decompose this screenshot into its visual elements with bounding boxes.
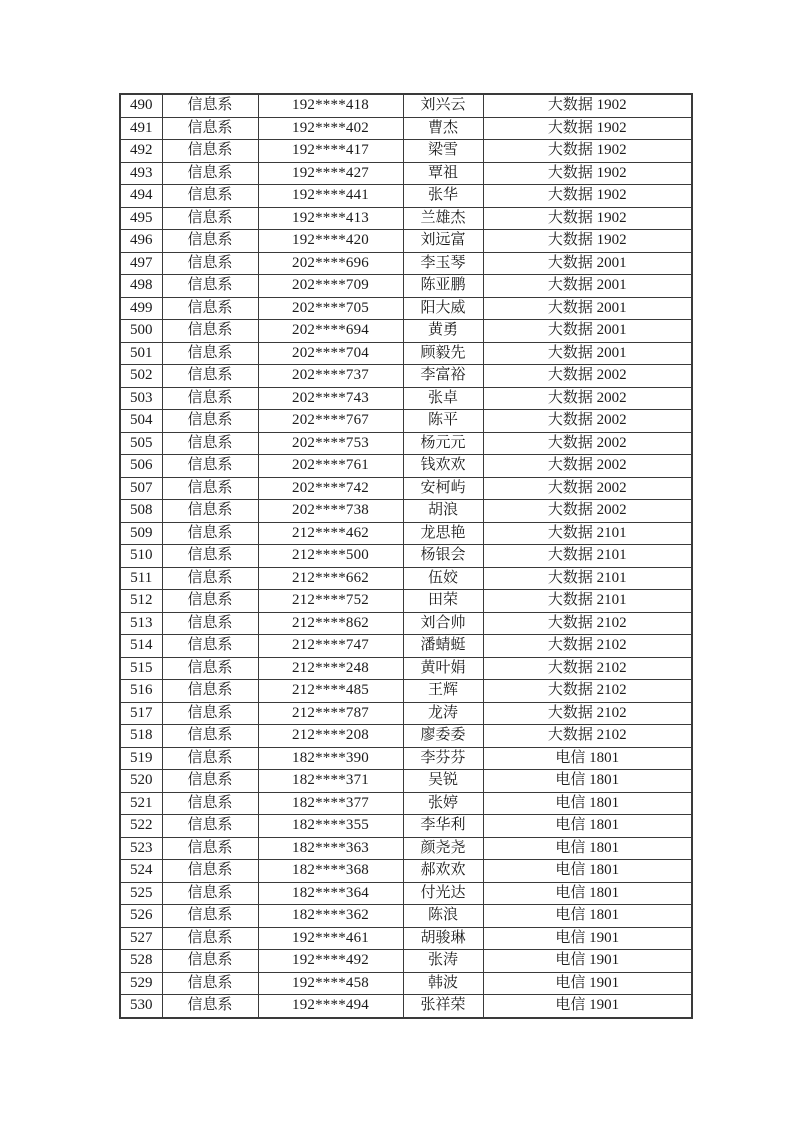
cell-department: 信息系 (162, 320, 258, 343)
cell-class-name: 电信 1801 (483, 747, 692, 770)
cell-department: 信息系 (162, 815, 258, 838)
table-row (120, 545, 692, 568)
cell-class-name: 大数据 2002 (483, 365, 692, 388)
cell-student-id: 192****494 (258, 995, 403, 1018)
cell-row-number: 524 (120, 860, 162, 883)
cell-student-name: 梁雪 (403, 140, 483, 163)
cell-student-id: 192****492 (258, 950, 403, 973)
cell-student-name: 钱欢欢 (403, 455, 483, 478)
cell-student-name: 曹杰 (403, 117, 483, 140)
cell-department: 信息系 (162, 837, 258, 860)
cell-class-name: 大数据 1902 (483, 207, 692, 230)
cell-student-name: 李富裕 (403, 365, 483, 388)
cell-department: 信息系 (162, 140, 258, 163)
cell-row-number: 497 (120, 252, 162, 275)
cell-student-id: 202****704 (258, 342, 403, 365)
cell-class-name: 电信 1801 (483, 792, 692, 815)
cell-department: 信息系 (162, 522, 258, 545)
cell-row-number: 507 (120, 477, 162, 500)
cell-department: 信息系 (162, 657, 258, 680)
cell-row-number: 494 (120, 185, 162, 208)
cell-student-name: 张华 (403, 185, 483, 208)
cell-department: 信息系 (162, 905, 258, 928)
cell-row-number: 505 (120, 432, 162, 455)
cell-student-id: 192****402 (258, 117, 403, 140)
table-row (120, 657, 692, 680)
cell-student-id: 202****743 (258, 387, 403, 410)
cell-student-name: 王辉 (403, 680, 483, 703)
cell-row-number: 504 (120, 410, 162, 433)
cell-department: 信息系 (162, 882, 258, 905)
cell-class-name: 电信 1801 (483, 860, 692, 883)
table-row (120, 972, 692, 995)
cell-class-name: 大数据 2102 (483, 680, 692, 703)
cell-student-name: 杨元元 (403, 432, 483, 455)
cell-row-number: 530 (120, 995, 162, 1018)
table-row (120, 365, 692, 388)
table-row (120, 117, 692, 140)
cell-student-name: 张卓 (403, 387, 483, 410)
cell-class-name: 电信 1801 (483, 882, 692, 905)
cell-class-name: 大数据 1902 (483, 117, 692, 140)
cell-student-id: 202****696 (258, 252, 403, 275)
cell-row-number: 499 (120, 297, 162, 320)
table-row (120, 185, 692, 208)
cell-row-number: 510 (120, 545, 162, 568)
table-row (120, 860, 692, 883)
cell-class-name: 大数据 2001 (483, 252, 692, 275)
table-row (120, 252, 692, 275)
cell-row-number: 523 (120, 837, 162, 860)
cell-class-name: 大数据 2002 (483, 410, 692, 433)
cell-department: 信息系 (162, 207, 258, 230)
cell-department: 信息系 (162, 860, 258, 883)
cell-class-name: 大数据 1902 (483, 162, 692, 185)
cell-class-name: 大数据 2102 (483, 635, 692, 658)
cell-row-number: 511 (120, 567, 162, 590)
cell-class-name: 大数据 2101 (483, 590, 692, 613)
cell-student-id: 202****709 (258, 275, 403, 298)
cell-student-id: 182****362 (258, 905, 403, 928)
cell-department: 信息系 (162, 702, 258, 725)
cell-student-id: 212****662 (258, 567, 403, 590)
table-row (120, 612, 692, 635)
cell-department: 信息系 (162, 275, 258, 298)
cell-class-name: 电信 1801 (483, 815, 692, 838)
cell-department: 信息系 (162, 770, 258, 793)
cell-student-id: 212****500 (258, 545, 403, 568)
cell-class-name: 电信 1901 (483, 950, 692, 973)
cell-student-id: 192****458 (258, 972, 403, 995)
cell-department: 信息系 (162, 410, 258, 433)
cell-department: 信息系 (162, 252, 258, 275)
cell-department: 信息系 (162, 567, 258, 590)
cell-student-name: 陈亚鹏 (403, 275, 483, 298)
cell-row-number: 502 (120, 365, 162, 388)
cell-class-name: 电信 1801 (483, 770, 692, 793)
table-row (120, 94, 692, 117)
cell-student-id: 212****462 (258, 522, 403, 545)
cell-student-id: 202****742 (258, 477, 403, 500)
cell-student-id: 182****390 (258, 747, 403, 770)
cell-department: 信息系 (162, 365, 258, 388)
cell-row-number: 526 (120, 905, 162, 928)
cell-row-number: 490 (120, 94, 162, 117)
cell-student-name: 颜尧尧 (403, 837, 483, 860)
table-row (120, 747, 692, 770)
cell-row-number: 515 (120, 657, 162, 680)
table-row (120, 207, 692, 230)
cell-student-name: 刘合帅 (403, 612, 483, 635)
cell-student-id: 192****427 (258, 162, 403, 185)
cell-student-id: 202****753 (258, 432, 403, 455)
cell-department: 信息系 (162, 635, 258, 658)
cell-student-name: 顾毅先 (403, 342, 483, 365)
cell-row-number: 492 (120, 140, 162, 163)
cell-class-name: 大数据 2101 (483, 522, 692, 545)
cell-row-number: 501 (120, 342, 162, 365)
cell-class-name: 大数据 2002 (483, 432, 692, 455)
cell-student-id: 212****862 (258, 612, 403, 635)
table-row (120, 297, 692, 320)
cell-department: 信息系 (162, 950, 258, 973)
cell-row-number: 518 (120, 725, 162, 748)
cell-student-id: 212****485 (258, 680, 403, 703)
cell-student-id: 202****694 (258, 320, 403, 343)
cell-class-name: 大数据 2102 (483, 725, 692, 748)
cell-student-name: 安柯屿 (403, 477, 483, 500)
cell-student-name: 潘蜻蜓 (403, 635, 483, 658)
cell-student-name: 黄勇 (403, 320, 483, 343)
table-row (120, 387, 692, 410)
cell-student-id: 192****420 (258, 230, 403, 253)
cell-student-id: 182****363 (258, 837, 403, 860)
cell-department: 信息系 (162, 162, 258, 185)
cell-class-name: 大数据 2101 (483, 567, 692, 590)
cell-department: 信息系 (162, 747, 258, 770)
cell-class-name: 电信 1901 (483, 927, 692, 950)
cell-student-name: 张婷 (403, 792, 483, 815)
table-row (120, 500, 692, 523)
cell-row-number: 503 (120, 387, 162, 410)
table-row (120, 680, 692, 703)
cell-row-number: 521 (120, 792, 162, 815)
cell-student-name: 廖委委 (403, 725, 483, 748)
cell-student-id: 212****752 (258, 590, 403, 613)
table-row (120, 522, 692, 545)
cell-student-name: 龙涛 (403, 702, 483, 725)
cell-student-name: 阳大威 (403, 297, 483, 320)
table-row (120, 995, 692, 1018)
cell-student-id: 212****248 (258, 657, 403, 680)
cell-student-name: 田荣 (403, 590, 483, 613)
cell-class-name: 大数据 2102 (483, 702, 692, 725)
cell-row-number: 525 (120, 882, 162, 905)
cell-class-name: 大数据 2001 (483, 297, 692, 320)
cell-student-name: 吴锐 (403, 770, 483, 793)
cell-class-name: 大数据 1902 (483, 230, 692, 253)
roster-body (120, 94, 692, 1018)
cell-student-id: 192****413 (258, 207, 403, 230)
cell-class-name: 大数据 2002 (483, 500, 692, 523)
cell-student-id: 192****461 (258, 927, 403, 950)
cell-department: 信息系 (162, 455, 258, 478)
cell-student-name: 龙思艳 (403, 522, 483, 545)
cell-row-number: 520 (120, 770, 162, 793)
cell-department: 信息系 (162, 545, 258, 568)
cell-student-id: 192****418 (258, 94, 403, 117)
table-row (120, 905, 692, 928)
table-row (120, 590, 692, 613)
cell-student-id: 182****371 (258, 770, 403, 793)
cell-row-number: 509 (120, 522, 162, 545)
table-row (120, 230, 692, 253)
cell-class-name: 大数据 2102 (483, 657, 692, 680)
cell-department: 信息系 (162, 185, 258, 208)
cell-row-number: 527 (120, 927, 162, 950)
cell-class-name: 大数据 2001 (483, 275, 692, 298)
cell-student-id: 182****355 (258, 815, 403, 838)
cell-student-name: 刘远富 (403, 230, 483, 253)
cell-class-name: 大数据 1902 (483, 140, 692, 163)
cell-department: 信息系 (162, 117, 258, 140)
cell-row-number: 493 (120, 162, 162, 185)
cell-class-name: 大数据 2002 (483, 477, 692, 500)
table-row (120, 432, 692, 455)
table-row (120, 162, 692, 185)
table-row (120, 275, 692, 298)
cell-class-name: 大数据 1902 (483, 94, 692, 117)
cell-row-number: 522 (120, 815, 162, 838)
cell-student-name: 胡浪 (403, 500, 483, 523)
cell-student-id: 202****767 (258, 410, 403, 433)
cell-department: 信息系 (162, 94, 258, 117)
table-row (120, 725, 692, 748)
cell-student-id: 192****441 (258, 185, 403, 208)
table-row (120, 815, 692, 838)
cell-student-id: 182****368 (258, 860, 403, 883)
cell-student-name: 韩波 (403, 972, 483, 995)
cell-department: 信息系 (162, 590, 258, 613)
cell-student-id: 212****787 (258, 702, 403, 725)
cell-row-number: 512 (120, 590, 162, 613)
table-row (120, 837, 692, 860)
cell-class-name: 大数据 2001 (483, 342, 692, 365)
table-row (120, 410, 692, 433)
cell-class-name: 大数据 2101 (483, 545, 692, 568)
cell-row-number: 519 (120, 747, 162, 770)
cell-department: 信息系 (162, 725, 258, 748)
table-row (120, 455, 692, 478)
cell-student-id: 182****364 (258, 882, 403, 905)
cell-student-name: 陈浪 (403, 905, 483, 928)
cell-class-name: 大数据 2002 (483, 455, 692, 478)
student-roster-table (119, 93, 693, 1019)
table-row (120, 140, 692, 163)
cell-student-id: 202****705 (258, 297, 403, 320)
cell-row-number: 516 (120, 680, 162, 703)
cell-department: 信息系 (162, 995, 258, 1018)
cell-row-number: 495 (120, 207, 162, 230)
table-row (120, 927, 692, 950)
cell-student-id: 202****737 (258, 365, 403, 388)
table-row (120, 635, 692, 658)
cell-class-name: 电信 1801 (483, 837, 692, 860)
cell-student-id: 192****417 (258, 140, 403, 163)
cell-department: 信息系 (162, 500, 258, 523)
cell-student-name: 胡骏琳 (403, 927, 483, 950)
cell-student-name: 李芬芬 (403, 747, 483, 770)
cell-student-name: 付光达 (403, 882, 483, 905)
cell-department: 信息系 (162, 612, 258, 635)
table-row (120, 567, 692, 590)
table-row (120, 320, 692, 343)
cell-student-name: 刘兴云 (403, 94, 483, 117)
table-row (120, 702, 692, 725)
cell-student-name: 黄叶娟 (403, 657, 483, 680)
table-row (120, 477, 692, 500)
cell-row-number: 506 (120, 455, 162, 478)
table-row (120, 770, 692, 793)
cell-department: 信息系 (162, 477, 258, 500)
cell-row-number: 496 (120, 230, 162, 253)
cell-student-id: 202****761 (258, 455, 403, 478)
cell-student-name: 郝欢欢 (403, 860, 483, 883)
cell-student-name: 陈平 (403, 410, 483, 433)
cell-department: 信息系 (162, 432, 258, 455)
cell-row-number: 517 (120, 702, 162, 725)
cell-class-name: 大数据 2001 (483, 320, 692, 343)
cell-student-name: 覃祖 (403, 162, 483, 185)
cell-department: 信息系 (162, 297, 258, 320)
cell-department: 信息系 (162, 387, 258, 410)
cell-student-name: 张祥荣 (403, 995, 483, 1018)
cell-row-number: 514 (120, 635, 162, 658)
cell-row-number: 491 (120, 117, 162, 140)
cell-row-number: 508 (120, 500, 162, 523)
cell-student-name: 李华利 (403, 815, 483, 838)
table-row (120, 882, 692, 905)
cell-student-name: 杨银会 (403, 545, 483, 568)
cell-row-number: 528 (120, 950, 162, 973)
cell-class-name: 大数据 2002 (483, 387, 692, 410)
table-row (120, 792, 692, 815)
cell-department: 信息系 (162, 792, 258, 815)
cell-row-number: 529 (120, 972, 162, 995)
cell-row-number: 498 (120, 275, 162, 298)
cell-row-number: 500 (120, 320, 162, 343)
cell-student-name: 李玉琴 (403, 252, 483, 275)
cell-class-name: 电信 1801 (483, 905, 692, 928)
cell-student-name: 张涛 (403, 950, 483, 973)
table-row (120, 950, 692, 973)
cell-department: 信息系 (162, 230, 258, 253)
cell-class-name: 大数据 2102 (483, 612, 692, 635)
cell-student-name: 兰雄杰 (403, 207, 483, 230)
cell-department: 信息系 (162, 927, 258, 950)
cell-student-id: 212****747 (258, 635, 403, 658)
cell-student-id: 182****377 (258, 792, 403, 815)
cell-row-number: 513 (120, 612, 162, 635)
cell-student-name: 伍姣 (403, 567, 483, 590)
cell-class-name: 大数据 1902 (483, 185, 692, 208)
cell-department: 信息系 (162, 972, 258, 995)
cell-class-name: 电信 1901 (483, 972, 692, 995)
cell-student-id: 212****208 (258, 725, 403, 748)
cell-department: 信息系 (162, 342, 258, 365)
table-row (120, 342, 692, 365)
cell-department: 信息系 (162, 680, 258, 703)
cell-class-name: 电信 1901 (483, 995, 692, 1018)
cell-student-id: 202****738 (258, 500, 403, 523)
